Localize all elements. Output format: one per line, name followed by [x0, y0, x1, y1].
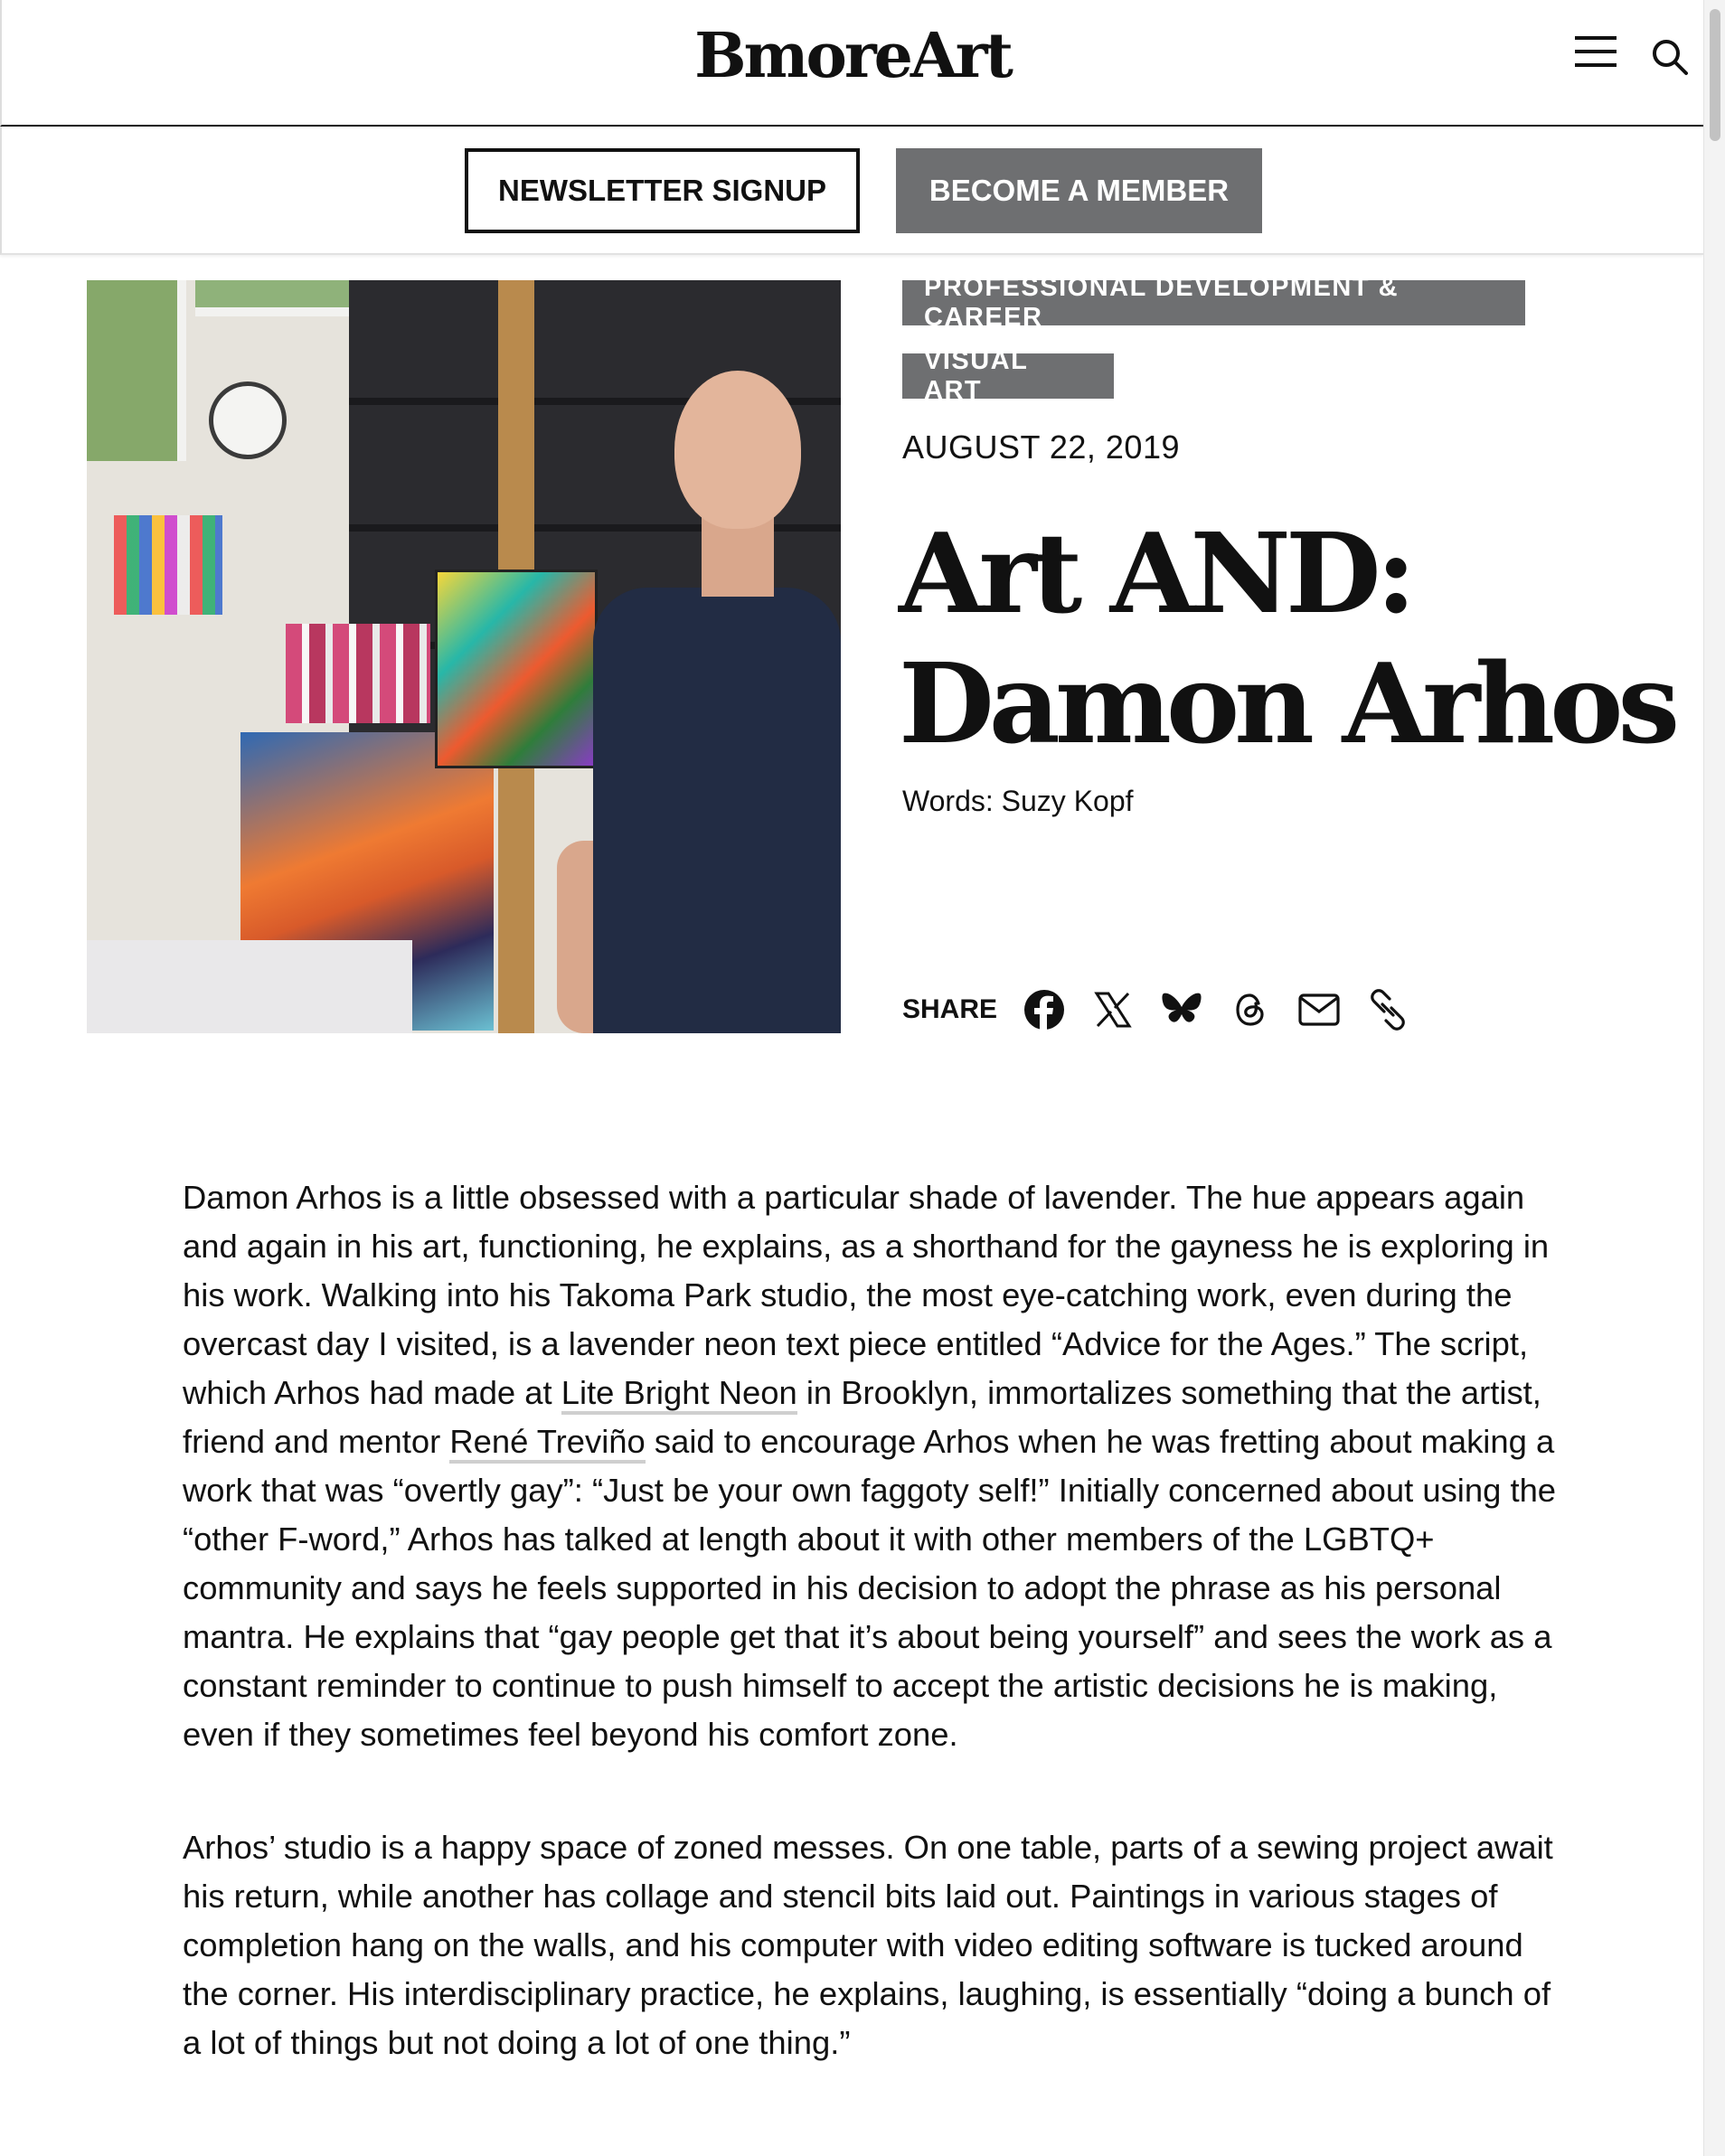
paragraph-1-text-a: Damon Arhos is a little obsessed with a particular shade of lavender. The hue appears again and again in his art, functioning, he explains, as a shorthand for the gayness he is exploring in his work. Walking into his Takoma Park studio, the most eye-catching work, even during the overcast day I visited, is a lavender neon text piece entitled “Advice for the Ages.” The script, which Arhos had made at [183, 1179, 1550, 1411]
bluesky-icon[interactable] [1158, 986, 1205, 1033]
publish-date: AUGUST 22, 2019 [902, 428, 1180, 466]
tag-professional-development[interactable]: PROFESSIONAL DEVELOPMENT & CAREER [902, 280, 1525, 325]
hamburger-menu-icon[interactable] [1575, 36, 1617, 72]
hero-image [87, 280, 841, 1033]
threads-icon[interactable] [1227, 986, 1274, 1033]
become-member-button[interactable]: BECOME A MEMBER [896, 148, 1262, 233]
action-bar [0, 127, 1703, 255]
lite-bright-neon-link[interactable]: Lite Bright Neon [561, 1374, 797, 1415]
paragraph-1 [183, 1173, 1557, 1759]
article-title [899, 508, 1694, 768]
share-bar [902, 987, 1433, 1032]
newsletter-signup-button[interactable]: NEWSLETTER SIGNUP [465, 148, 860, 233]
x-icon[interactable] [1089, 986, 1136, 1033]
scrollbar-thumb[interactable] [1710, 9, 1720, 141]
article-title-line1: Art AND: [899, 508, 1411, 638]
page-scrollbar[interactable] [1703, 0, 1725, 2156]
share-label: SHARE [902, 994, 998, 1024]
paragraph-1-text-c: said to encourage Arhos when he was fretting about making a work that was “overtly gay”: “Just be your own faggoty self!” Initially concerned about using the “other F-word,” Arhos has talked at length about it with other members of the LGBTQ+ community and says he feels supported in his decision to adopt the phrase as his personal mantra. He explains that “gay people get that it’s about being yourself” and sees the work as a constant reminder to continue to push himself to accept the artistic decisions he is making, even if they sometimes feel beyond his comfort zone. [183, 1423, 1557, 1753]
email-icon[interactable] [1296, 986, 1343, 1033]
paragraph-2: Arhos’ studio is a happy space of zoned messes. On one table, parts of a sewing project await his return, while another has collage and stencil bits laid out. Paintings in various stages of completion hang on the walls, and his computer with video editing software is tucked around the corner. His interdisciplinary practice, he explains, laughing, is essentially “doing a bunch of a lot of things but not doing a lot of one thing.” [183, 1829, 1553, 2061]
site-logo[interactable]: BmoreArt [694, 20, 1011, 92]
search-icon[interactable] [1651, 38, 1689, 76]
paragraph-1-text-b: in Brooklyn, immortalizes something that the artist, friend and mentor [183, 1374, 1541, 1460]
article-body [183, 1173, 1557, 2132]
rene-trevino-link[interactable]: René Treviño [449, 1423, 645, 1464]
tag-visual-art[interactable]: VISUAL ART [902, 353, 1114, 399]
copy-link-icon[interactable] [1364, 986, 1411, 1033]
article-title-line2: Damon Arhos [899, 638, 1675, 768]
byline: Words: Suzy Kopf [902, 785, 1134, 817]
site-header [0, 0, 1703, 127]
facebook-icon[interactable] [1021, 986, 1068, 1033]
